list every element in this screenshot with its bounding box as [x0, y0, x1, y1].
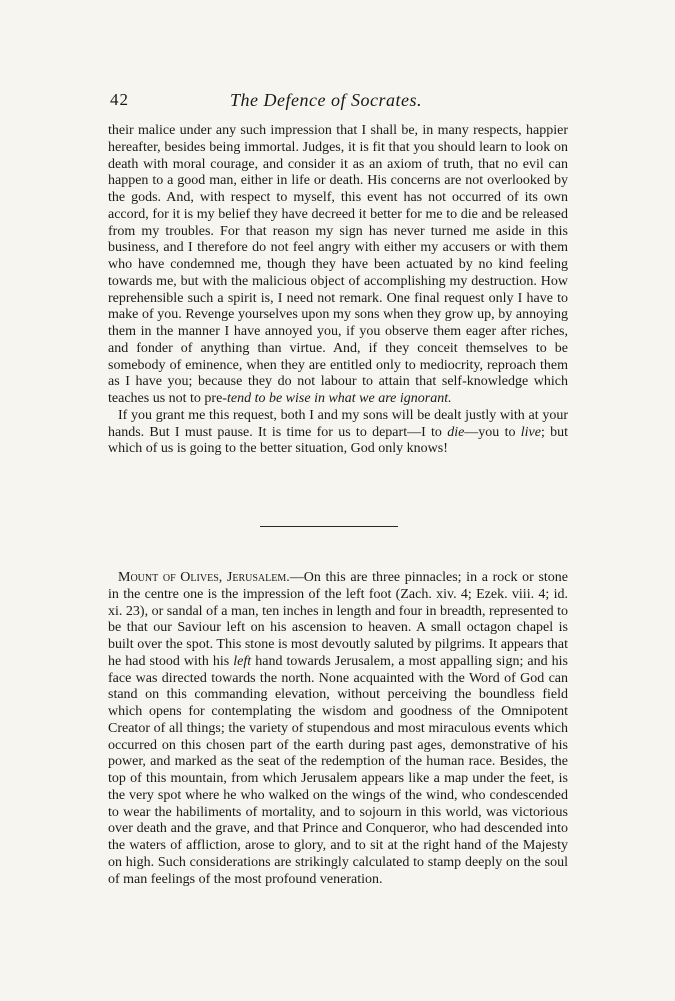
- page-header: [110, 90, 570, 120]
- italic-text: live: [520, 424, 541, 440]
- olives-paragraph: [108, 570, 568, 888]
- paragraph-text: hand towards Jerusalem, a most appalling sign; and his face was directed towards the north. None acquainted with the Word of God can stand on this commanding elevation, without perceiving the boundless field which opens for contemplating the wisdom and goodness of the Omnipotent Creator of all things; the variety of stupendous and most miraculous events which occurred on this chosen part of the earth during past ages, demonstrative of his power, and marked as the seat of the redemption of the human race. Besides, the top of this mountain, from which Jerusalem appears like a map under the feet, is the very spot where he who walked on the wings of the wind, who condescended to wear the habiliments of mortality, and to sojourn in this world, was victorious over death and the grave, and that Prince and Conqueror, who had descended into the waters of affliction, arose to glory, and to sit at the right hand of the Majesty on high. Such considerations are strikingly calculated to stamp deeply on the soul of man feelings of the most profound veneration.: [108, 653, 568, 887]
- socrates-paragraph-2: [108, 408, 568, 458]
- italic-text: left: [233, 653, 252, 669]
- section-divider: [260, 526, 398, 527]
- running-title: The Defence of Socrates.: [230, 90, 422, 110]
- paragraph-text: their malice under any such impression that I shall be, in many respects, happier hereafter, besides being immortal. Judges, it is fit that you should learn to look on death with moral courage, and consider it as an axiom of truth, that no evil can happen to a good man, either in life or death. His concerns are not overlooked by the gods. And, with respect to myself, this event has not occurred of its own accord, for it is my belief they have decreed it better for me to die and be released from my troubles. For that reason my sign has never turned me aside in this business, and I therefore do not feel angry with either my accusers or with them who have condemned me, though they have been actuated by no kind feeling towards me, but with the malicious object of accomplishing my destruction. How reprehensible such a spirit is, I need not remark. One final request only I have to make of you. Revenge yourselves upon my sons when they grow up, by annoying them in the manner I have annoyed you, if you observe them eager after riches, and fonder of anything than virtue. And, if they conceit themselves to be somebody of eminence, when they are entitled only to mediocrity, reproach them as I have you; because they do not labour to attain that self-knowledge which teaches us not to pre-: [108, 123, 568, 406]
- article-heading: Mount of Olives, Jerusalem.: [118, 570, 290, 585]
- italic-text: die: [447, 424, 465, 440]
- italic-text: tend to be wise in what we are ignorant.: [226, 391, 452, 406]
- page-number: 42: [110, 90, 129, 109]
- paragraph-text: —you to: [464, 424, 521, 440]
- mount-of-olives-article: [108, 570, 568, 888]
- socrates-paragraph-1: [108, 123, 568, 408]
- paragraph-text: If you grant me this request, both I and my sons will be dealt justly with at your hands. But I must pause. It is time for us to depart—I to: [108, 407, 568, 440]
- paragraph-text: —On this are three pinnacles; in a rock or stone in the centre one is the impression of the left foot (Zach. xiv. 4; Ezek. viii. 4; id. xi. 23), or sandal of a man, ten inches in length and four in breadth, represented to be that our Saviour left on his ascension to heaven. A small octagon chapel is built over the spot. This stone is most devoutly saluted by pilgrims. It appears that he had stood with his: [108, 570, 568, 669]
- socrates-text-block: [108, 123, 568, 458]
- paragraph-text: ; but which of us is going to the better situation, God only knows!: [108, 424, 569, 457]
